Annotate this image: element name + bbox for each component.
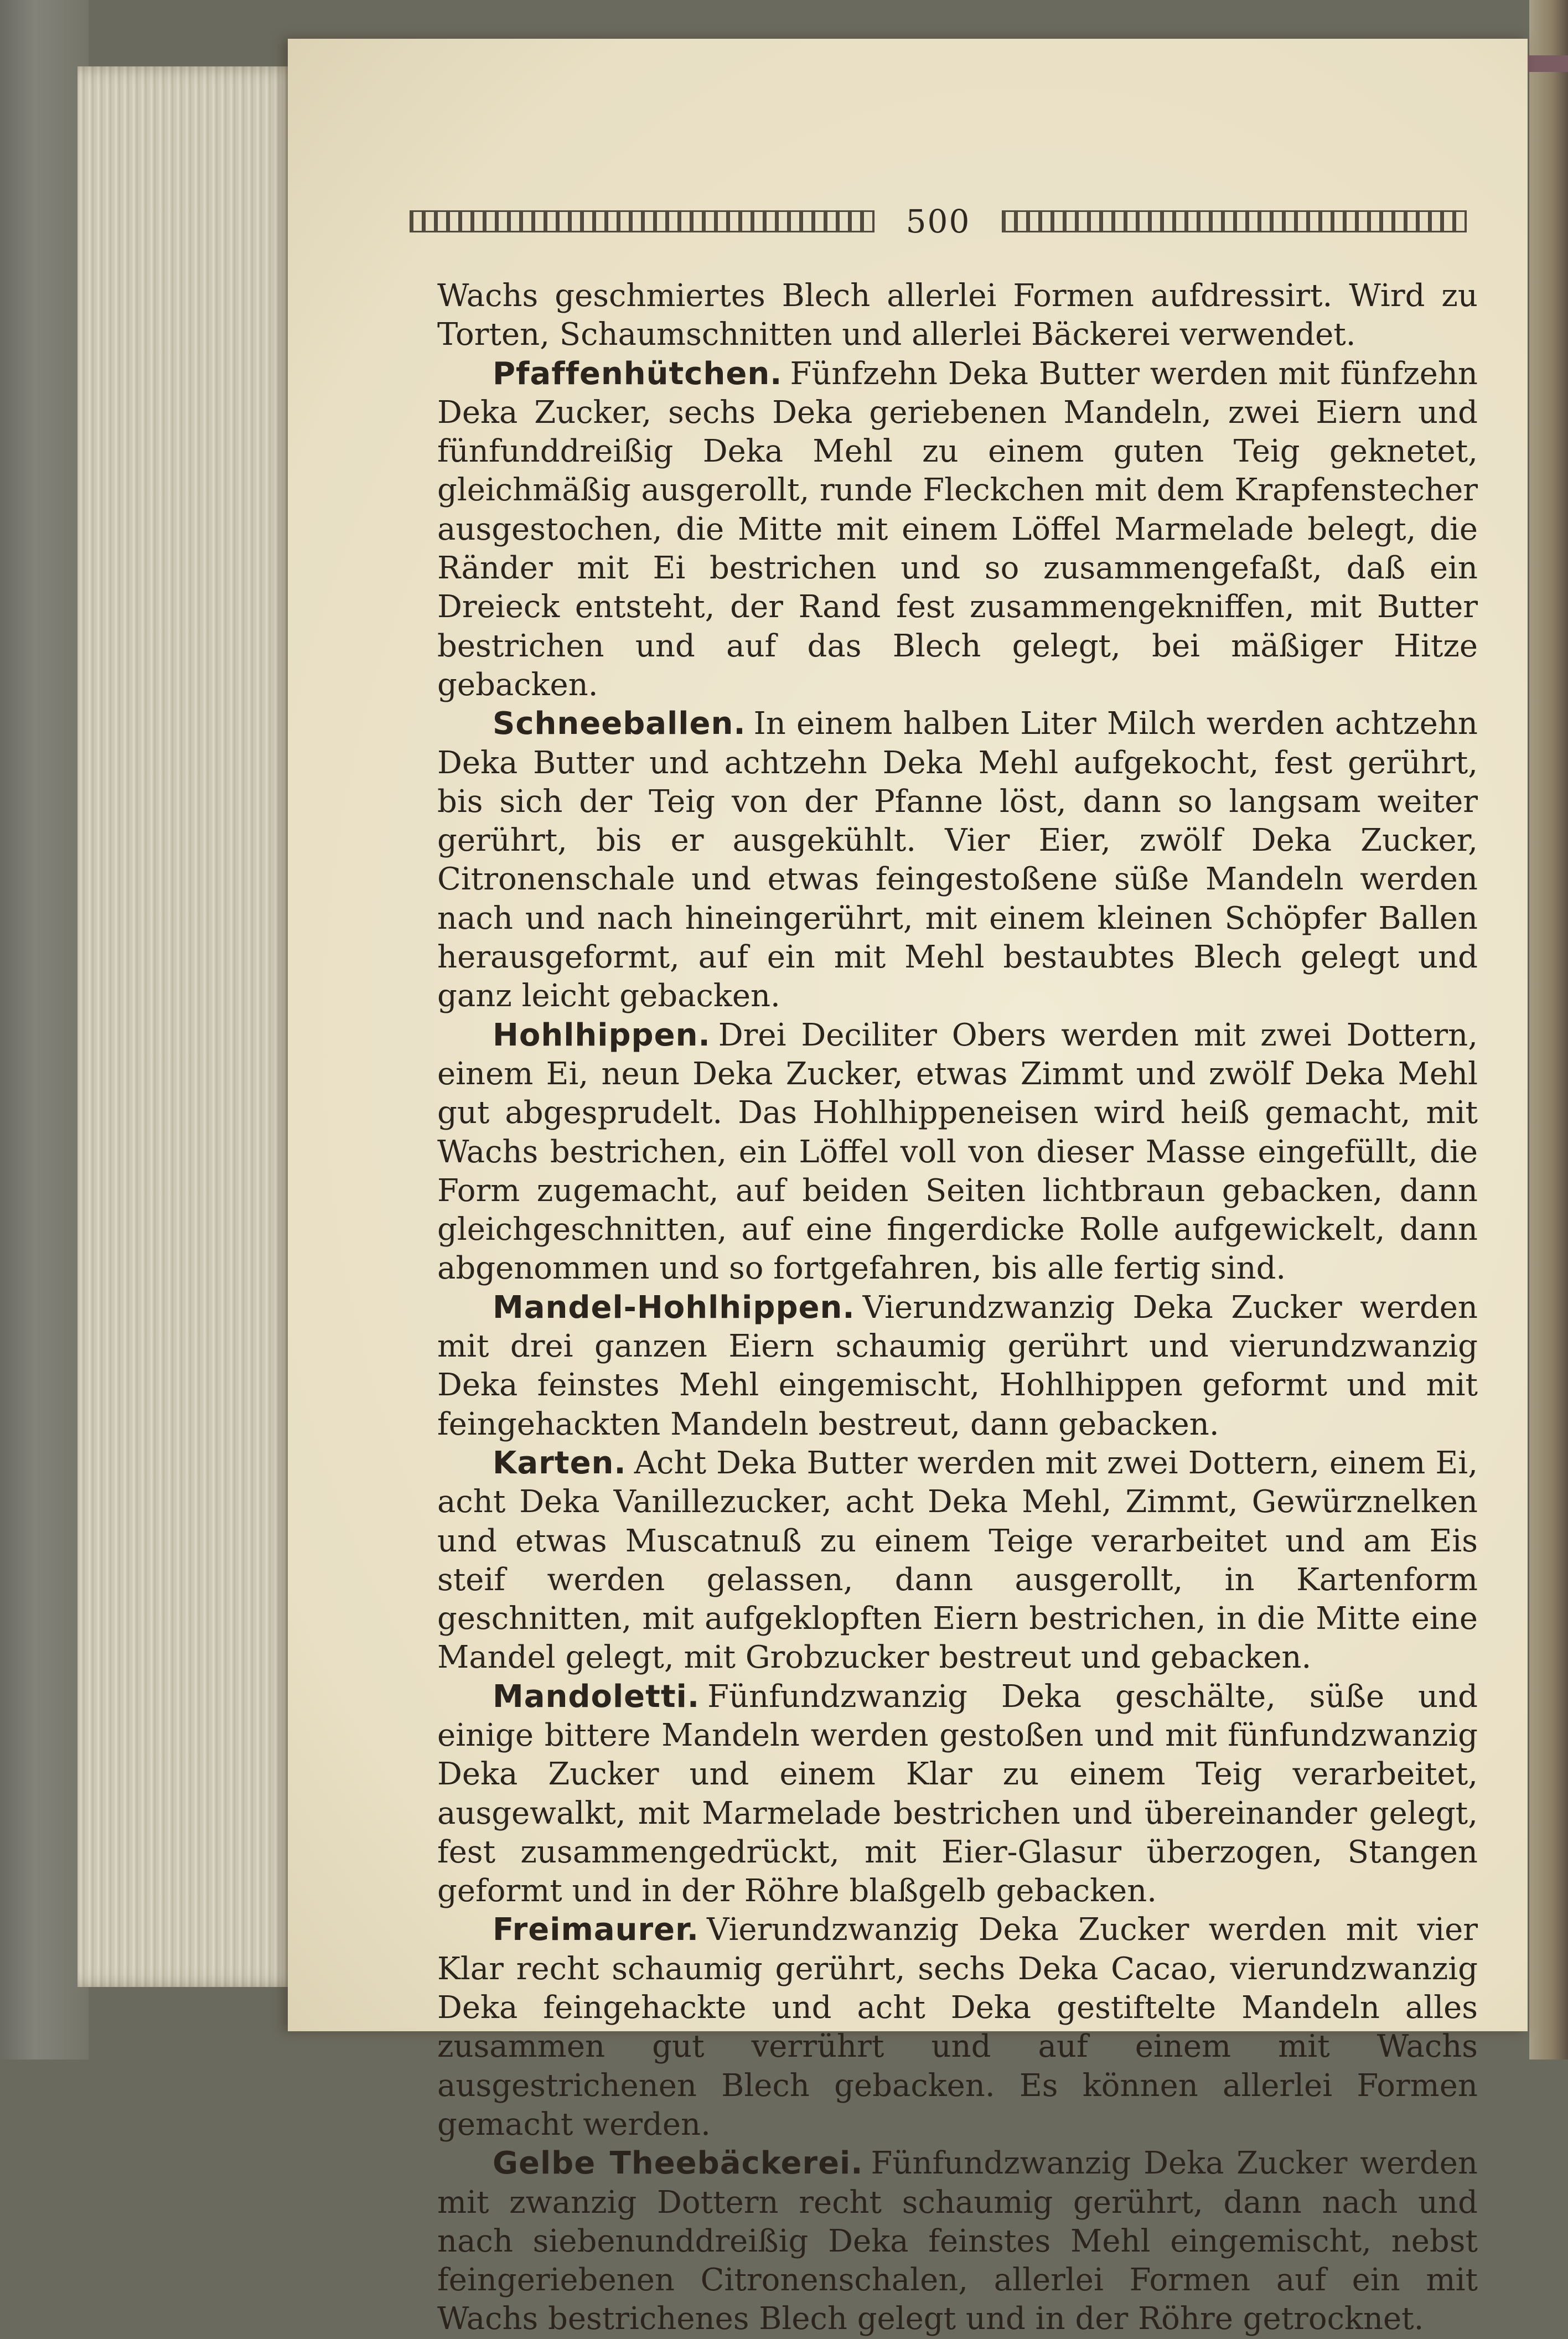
recipe-pfaffenhuetchen [437,355,1478,705]
recipe-text: Fünfzehn Deka Butter werden mit fünfzehn Deka Zucker, sechs Deka geriebenen Mandeln, zwei Eiern und fünfunddreißig Deka Mehl zu einem guten Teig geknetet, gleichmäßig ausgerollt, runde Fleckchen mit dem Krapfenstecher ausgestochen, die Mitte mit einem Löffel Marmelade belegt, die Ränder mit Ei bestrichen und so zusammengefaßt, daß ein Dreieck entsteht, der Rand fest zusammengekniffen, mit Butter bestrichen und auf das Blech gelegt, bei mäßiger Hitze gebacken. [437,355,1478,703]
recipe-title: Freimaurer. [493,1912,699,1948]
header-ornament-right [1002,210,1467,232]
recipe-schneeballen [437,705,1478,1016]
recipe-text: Drei Deciliter Obers werden mit zwei Dottern, einem Ei, neun Deka Zucker, etwas Zimmt und zwölf Deka Mehl gut abgesprudelt. Das Hohlhippeneisen wird heiß gemacht, mit Wachs bestrichen, ein Löffel voll von dieser Masse eingefüllt, die Form zugemacht, auf beiden Seiten lichtbraun gebacken, dann gleichgeschnitten, auf eine fingerdicke Rolle aufgewickelt, dann abgenommen und so fortgefahren, bis alle fertig sind. [437,1017,1478,1287]
recipe-mandoletti [437,1678,1478,1911]
recipe-text: Fünfundzwanzig Deka geschälte, süße und einige bittere Mandeln werden gestoßen und mit fünfundzwanzig Deka Zucker und einem Klar zu einem Teig verarbeitet, ausgewalkt, mit Marmelade bestrichen und übereinander gelegt, fest zusammengedrückt, mit Eier-Glasur überzogen, Stangen geformt und in der Röhre blaßgelb gebacken. [437,1678,1478,1910]
recipe-hohlhippen [437,1016,1478,1288]
page-header [410,199,1467,244]
recipe-title: Mandoletti. [493,1678,700,1715]
recipe-karten [437,1444,1478,1678]
recipe-title: Mandel-Hohlhippen. [493,1289,855,1326]
recipe-mandel-hohlhippen [437,1288,1478,1444]
recipe-text: Wachs geschmiertes Blech allerlei Formen aufdressirt. Wird zu Torten, Schaumschnitten und allerlei Bäckerei verwendet. [437,278,1478,353]
page-number: 500 [905,203,971,240]
recipe-title: Pfaffenhütchen. [493,355,783,392]
recipe-text: Vierundzwanzig Deka Zucker werden mit drei ganzen Eiern schaumig gerührt und vierundzwanzig Deka feinstes Mehl eingemischt, Hohlhippen geformt und mit feingehackten Mandeln bestreut, dann gebacken. [437,1289,1478,1442]
recipe-text: Vierundzwanzig Deka Zucker werden mit vier Klar recht schaumig gerührt, sechs Deka Cacao, vierundzwanzig Deka feingehackte und acht Deka gestiftelte Mandeln alles zusammen gut verrührt und auf einem mit Wachs ausgestrichenen Blech gebacken. Es können allerlei Formen gemacht werden. [437,1912,1478,2143]
recipe-title: Gelbe Theebäckerei. [493,2145,863,2182]
book-binding [0,0,89,2059]
recipe-gelbe-theebaeckerei [437,2144,1478,2338]
page-stack-edge [77,66,299,1987]
recipe-text: Fünfundzwanzig Deka Zucker werden mit zwanzig Dottern recht schaumig gerührt, dann nach und nach siebenunddreißig Deka feinstes Mehl eingemischt, nebst feingeriebenen Citronenschalen, allerlei Formen auf ein mit Wachs bestrichenes Blech gelegt und in der Röhre getrocknet. [437,2145,1478,2337]
book-cover-edge [1529,0,1568,2059]
recipe-title: Karten. [493,1445,627,1481]
recipe-freimaurer [437,1911,1478,2144]
recipe-text: Acht Deka Butter werden mit zwei Dottern, einem Ei, acht Deka Vanillezucker, acht Deka Mehl, Zimmt, Gewürznelken und etwas Muscatnuß zu einem Teige verarbeitet und am Eis steif werden gelassen, dann ausgerollt, in Kartenform geschnitten, mit aufgeklopften Eiern bestrichen, in die Mitte eine Mandel gelegt, mit Grobzucker bestreut und gebacken. [437,1445,1478,1676]
recipe-continuation [437,277,1478,355]
recipe-text: In einem halben Liter Milch werden achtzehn Deka Butter und achtzehn Deka Mehl aufgekocht, fest gerührt, bis sich der Teig von der Pfanne löst, dann so langsam weiter gerührt, bis er ausgekühlt. Vier Eier, zwölf Deka Zucker, Citronenschale und etwas feingestoßene süße Mandeln werden nach und nach hineingerührt, mit einem kleinen Schöpfer Ballen herausgeformt, auf ein mit Mehl bestaubtes Blech gelegt und ganz leicht gebacken. [437,706,1478,1015]
header-ornament-left [410,210,874,232]
page-body-text [437,277,1478,2339]
recipe-title: Hohlhippen. [493,1017,711,1053]
recipe-title: Schneeballen. [493,706,746,742]
